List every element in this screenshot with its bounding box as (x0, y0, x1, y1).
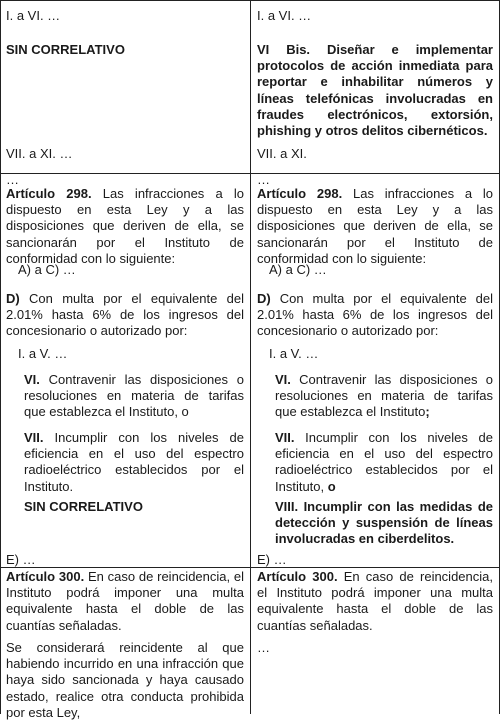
fraction-vi-paragraph (24, 372, 244, 421)
article-300-paragraph (6, 569, 244, 634)
article-text: Las infracciones a lo dispuesto en esta Ley y a las disposiciones que deriven de ella, se sancionarán por el Instituto de conformidad con lo siguiente: (257, 186, 494, 266)
fraction-range-text: VII. a XI. … (6, 146, 73, 161)
ellipsis-text: … (257, 172, 270, 187)
article-text: Las infracciones a lo dispuesto en esta Ley y a las disposiciones que deriven de ella, se sancionarán por el Instituto de conformidad con lo siguiente: (6, 186, 245, 266)
ellipsis-text: … (6, 172, 19, 187)
subsection-range-text: A) a C) … (18, 262, 76, 277)
row-divider-1 (0, 173, 500, 174)
fraction-label: VI. (275, 372, 291, 387)
table-border-left (0, 0, 1, 714)
subsection-d-paragraph (6, 291, 244, 340)
fraction-text: Incumplir con los niveles de eficiencia en el uso del espectro radioeléctrico establecidos por el Instituto. (24, 430, 244, 494)
fraction-viii-paragraph: VIII. Incumplir con las medidas de detección y suspensión de líneas involucradas en ciberdelitos. (275, 499, 493, 547)
fraction-vii-paragraph (275, 430, 493, 495)
fraction-vii-paragraph (24, 430, 244, 495)
fraction-range-text: I. a V. … (269, 346, 319, 361)
subsection-label: D) (257, 291, 271, 306)
fraction-label: VI Bis. (257, 42, 311, 57)
fraction-text: Contravenir las disposiciones o resoluciones en materia de tarifas que establezca el Instituto, o (24, 372, 244, 420)
subsection-d-paragraph (257, 291, 493, 340)
article-300-paragraph (257, 569, 493, 634)
sin-correlativo-text: SIN CORRELATIVO (6, 42, 125, 57)
article-text: En caso de reincidencia, el Instituto podrá imponer una multa equivalente hasta el doble de las cuantías señaladas. (6, 569, 245, 633)
article-text: En caso de reincidencia, el Instituto podrá imponer una multa equivalente hasta el doble de las cuantías señaladas. (257, 569, 493, 633)
ellipsis-text: … (257, 640, 270, 655)
fraction-end: o (324, 478, 336, 494)
article-label: Artículo 298. (257, 186, 343, 201)
article-label: Artículo 298. (6, 186, 92, 201)
fraction-end: ; (425, 404, 430, 420)
row-divider-2 (0, 567, 500, 568)
fraction-text: Diseñar e implementar protocolos de acción inmediata para reportar e inhabilitar números y líneas telefónicas involucradas en fraudes electrónicos, extorsión, phishing y otros delitos cibernéticos. (257, 42, 493, 139)
subsection-range-text: A) a C) … (269, 262, 327, 277)
subsection-range-text: E) … (257, 552, 287, 567)
fraction-range-text: VII. a XI. (257, 146, 307, 161)
fraction-label: VII. (24, 430, 44, 445)
article-298-paragraph (257, 186, 493, 267)
table-border-top (0, 0, 500, 1)
fraction-label: VII. (275, 430, 295, 445)
fraction-range-text: I. a VI. … (257, 8, 312, 23)
fraction-range-text: I. a V. … (18, 346, 68, 361)
fraction-text: Contravenir las disposiciones o resoluciones en materia de tarifas que establezca el Instituto (275, 372, 493, 420)
subsection-text: Con multa por el equivalente del 2.01% hasta 6% de los ingresos del concesionario o autorizado por: (257, 291, 493, 339)
sin-correlativo-text: SIN CORRELATIVO (24, 499, 143, 514)
fraction-range-text: I. a VI. … (6, 8, 61, 23)
subsection-range-text: E) … (6, 552, 36, 567)
fraction-label: VI. (24, 372, 40, 387)
fraction-text: Incumplir con los niveles de eficiencia en el uso del espectro radioeléctrico establecidos por el Instituto, (275, 430, 493, 494)
subsection-label: D) (6, 291, 20, 306)
article-label: Artículo 300. (6, 569, 85, 584)
article-298-paragraph (6, 186, 244, 267)
article-label: Artículo 300. (257, 569, 338, 584)
reincidence-paragraph: Se considerará reincidente al que habiendo incurrido en una infracción que haya sido sancionada y haya causado estado, realice otra conducta prohibida por esta Ley, (6, 640, 244, 720)
fraction-vi-paragraph (275, 372, 493, 421)
subsection-text: Con multa por el equivalente del 2.01% hasta 6% de los ingresos del concesionario o autorizado por: (6, 291, 244, 339)
fraction-vi-bis-paragraph (257, 42, 493, 139)
column-divider (250, 0, 251, 714)
